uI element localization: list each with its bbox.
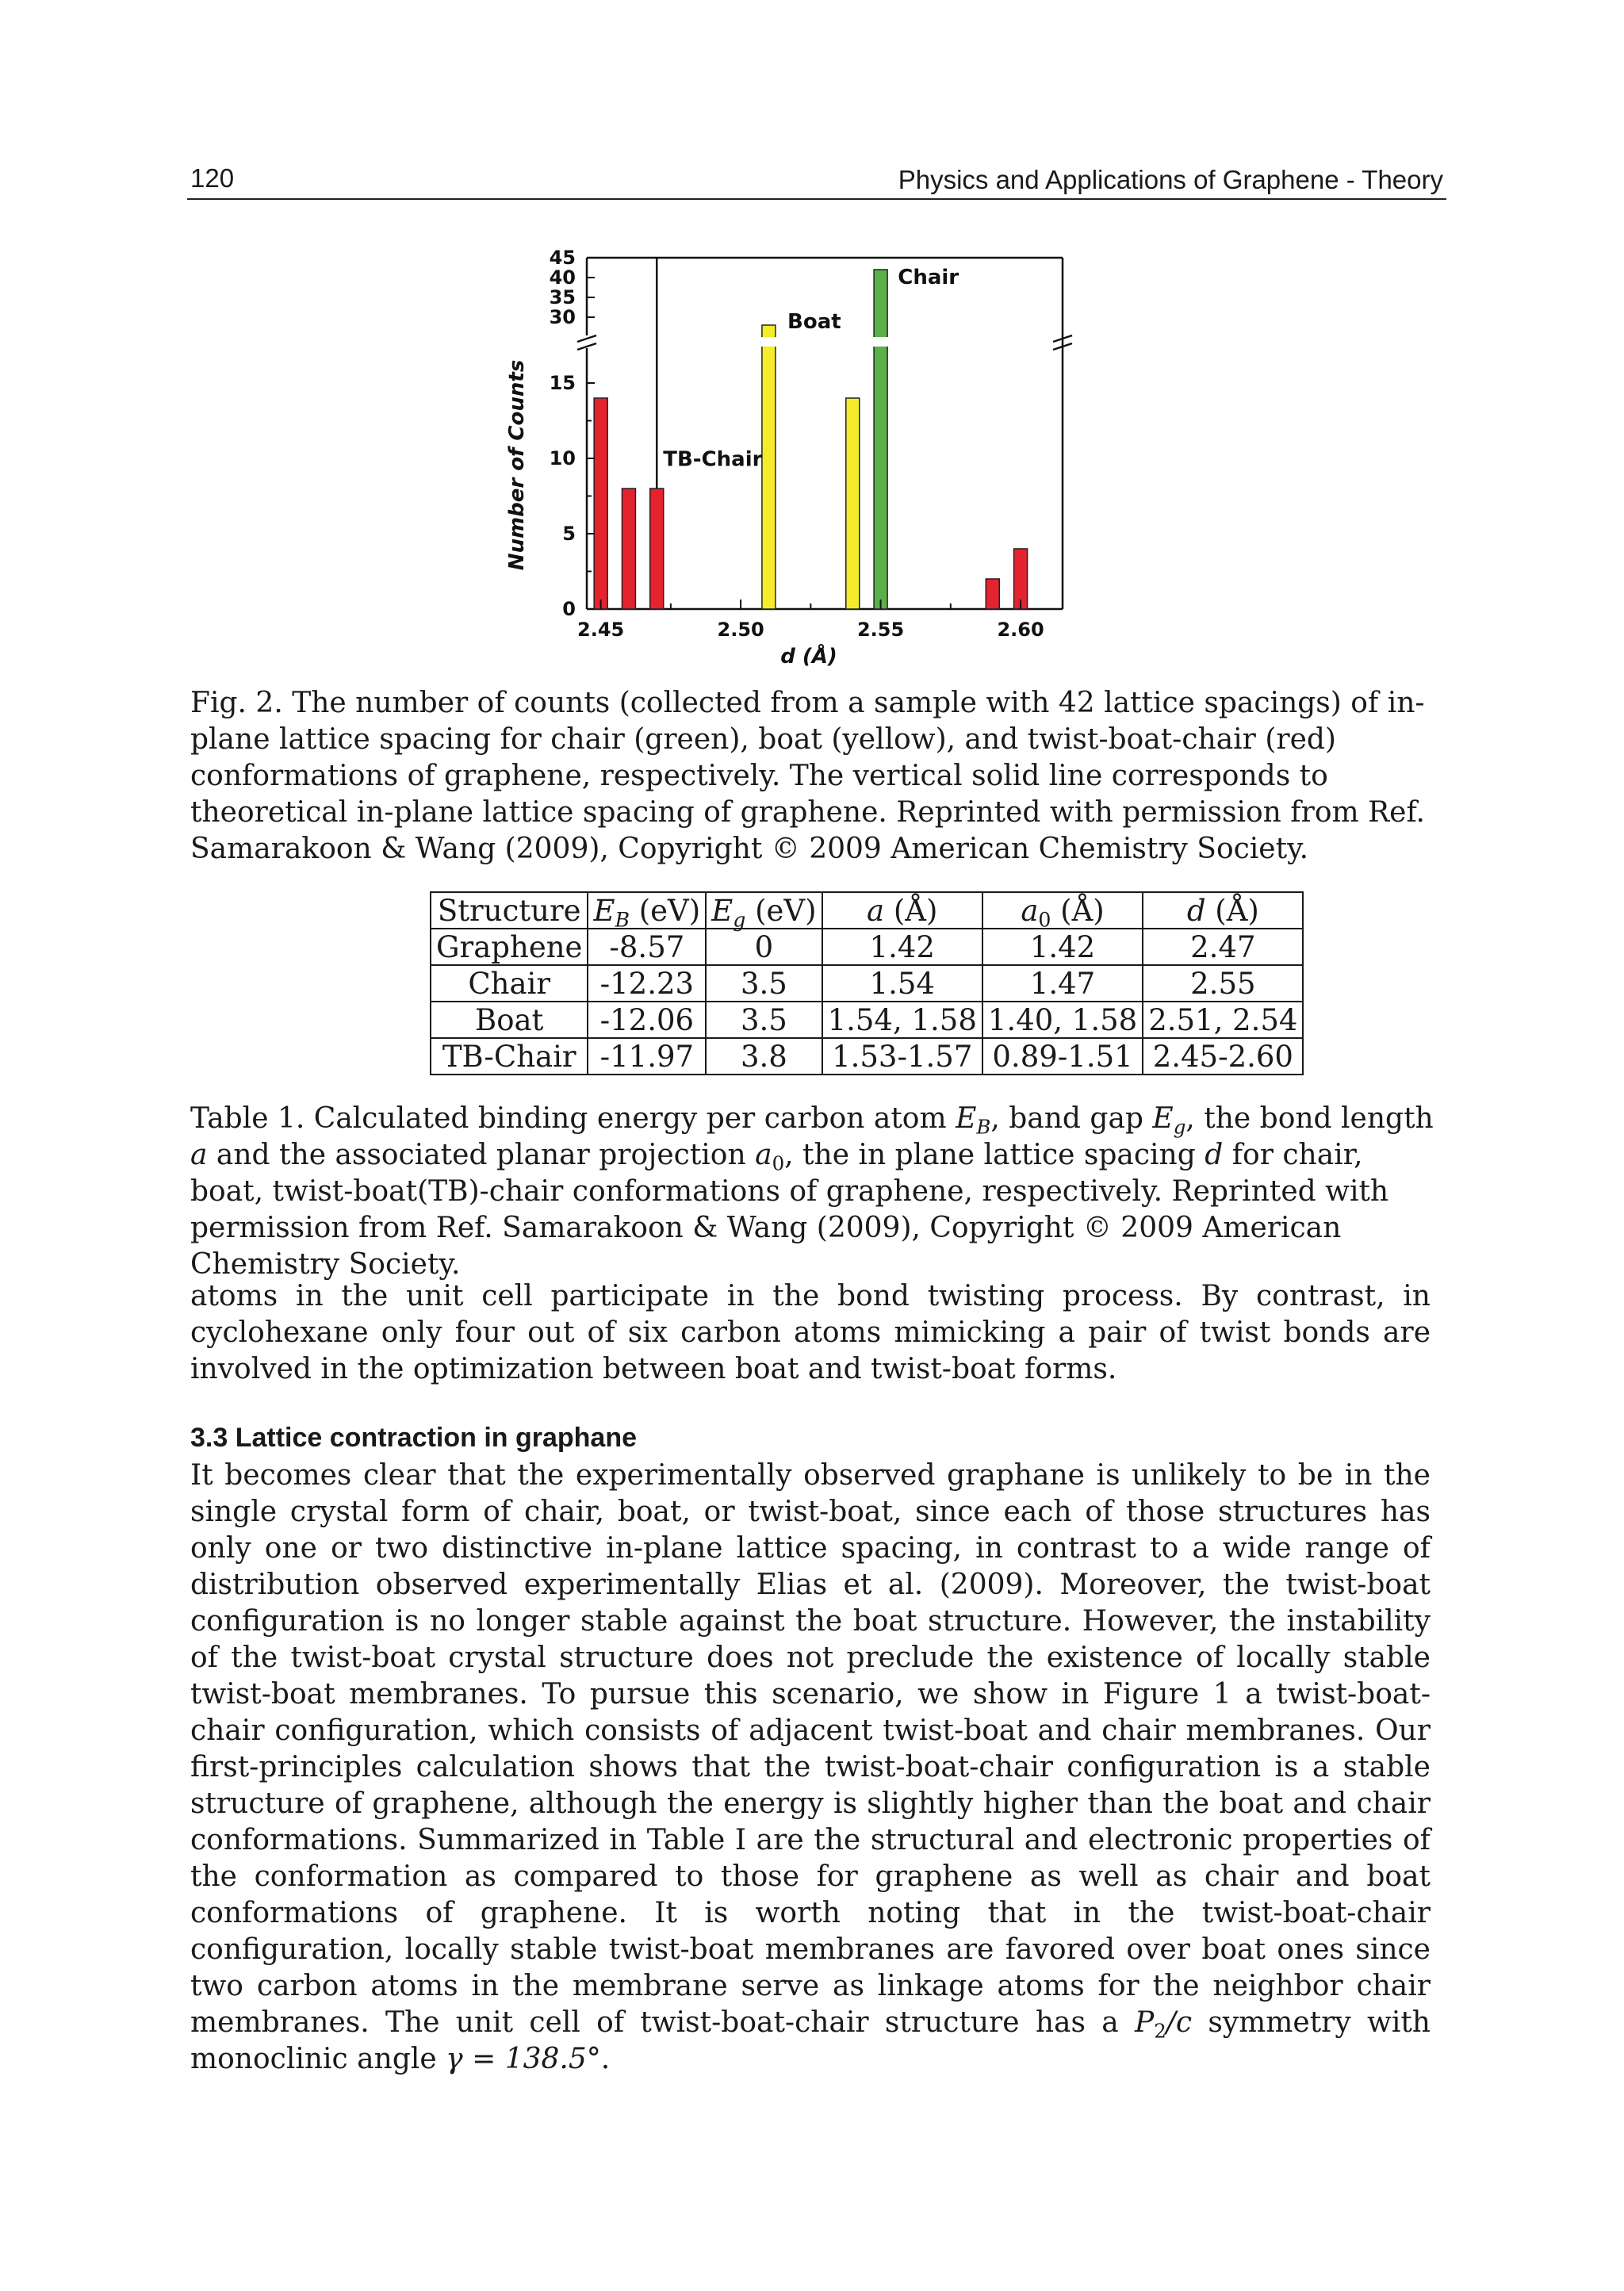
table-cell: 2.45-2.60 (1143, 1038, 1303, 1075)
x-tick-label: 2.55 (856, 619, 905, 641)
table-cell: -12.23 (588, 965, 706, 1002)
col-header-a: a (Å) (822, 892, 982, 929)
table-caption: Table 1. Calculated binding energy per carbon atom $E_B$, band gap $E_g$, the bond length a and the associated planar projection $a_0$, the in plane lattice spacing d for chair, boat, twist-boat(TB)-chair conformations of graphene, respectively. Reprinted with permission from Ref. Samarakoon & Wang (2009), Copyright © 2009 American Chemistry Society. (190, 1102, 1434, 1281)
x-tick-label: 2.50 (717, 619, 764, 641)
table-row (431, 1002, 1303, 1038)
x-axis-label: d (Å) (780, 645, 837, 669)
bar-boat (762, 325, 776, 609)
table-cell: TB-Chair (431, 1038, 588, 1075)
col-header-d: d (Å) (1143, 892, 1303, 929)
table-cell: 3.5 (706, 965, 822, 1002)
page-number: 120 (190, 163, 235, 193)
table-cell: 1.53-1.57 (822, 1038, 982, 1075)
lattice-spacing-bar-chart (492, 234, 1094, 678)
y-tick-label: 45 (549, 247, 576, 269)
y-axis-label: Number of Counts (505, 359, 529, 571)
y-tick-label: 5 (562, 523, 576, 545)
bar-tb-chair (986, 579, 999, 609)
body-paragraph: atoms in the unit cell participate in the bond twisting process. By contrast, in cyclohexane only four out of six carbon atoms mimicking a pair of twist bonds are involved in the optimization between boat and twist-boat forms. (190, 1280, 1431, 1385)
table-cell: 2.51, 2.54 (1143, 1002, 1303, 1038)
figure-caption: Fig. 2. The number of counts (collected from a sample with 42 lattice spacings) of in-plane lattice spacing for chair (green), boat (yellow), and twist-boat-chair (red) conformations of graphene, respectively. The vertical solid line corresponds to theoretical in-plane lattice spacing of graphene. Reprinted with permission from Ref. Samarakoon & Wang (2009), Copyright © 2009 American Chemistry Society. (190, 687, 1425, 865)
table-row (431, 1038, 1303, 1075)
table-row (431, 929, 1303, 965)
table-cell: -11.97 (588, 1038, 706, 1075)
table-cell: 0.89-1.51 (982, 1038, 1143, 1075)
axis-break-mark (577, 335, 596, 342)
bar-tb-chair (650, 488, 664, 609)
bar-tb-chair (622, 488, 635, 609)
y-tick-label: 0 (562, 598, 576, 620)
table-cell: 2.47 (1143, 929, 1303, 965)
running-title: Physics and Applications of Graphene - Theory (898, 165, 1443, 194)
table-row (431, 965, 1303, 1002)
table-cell: 1.42 (982, 929, 1143, 965)
annotation-tb-chair: TB-Chair (663, 447, 763, 472)
x-tick-label: 2.60 (997, 619, 1044, 641)
col-header-eg: $E_g$ (eV) (706, 892, 822, 929)
table-cell: Boat (431, 1002, 588, 1038)
page-header (187, 160, 1446, 200)
bar-chair (874, 270, 887, 609)
properties-table (430, 891, 1304, 1075)
table-cell: 3.8 (706, 1038, 822, 1075)
table-cell: 2.55 (1143, 965, 1303, 1002)
table-cell: Graphene (431, 929, 588, 965)
bar-tb-chair (594, 398, 607, 609)
table-cell: 3.5 (706, 1002, 822, 1038)
bar-boat (846, 398, 860, 609)
body-paragraph: It becomes clear that the experimentally observed graphane is unlikely to be in the single crystal form of chair, boat, or twist-boat, since each of those structures has only one or two distinctive in-plane lattice spacing, in contrast to a wide range of distribution observed experimentally Elias et al. (2009). Moreover, the twist-boat configuration is no longer stable against the boat structure. However, the instability of the twist-boat crystal structure does not preclude the existence of locally stable twist-boat membranes. To pursue this scenario, we show in Figure 1 a twist-boat-chair configuration, which consists of adjacent twist-boat and chair membranes. Our first-principles calculation shows that the twist-boat-chair configuration is a stable structure of graphene, although the energy is slightly higher than the boat and chair conformations. Summarized in Table I are the structural and electronic properties of the conformation as compared to those for graphene as well as chair and boat conformations of graphene. It is worth noting that in the twist-boat-chair configuration, locally stable twist-boat membranes are favored over boat ones since two carbon atoms in the membrane serve as linkage atoms for the neighbor chair membranes. The unit cell of twist-boat-chair structure has a $P_2/c$ symmetry with monoclinic angle γ = 138.5°. (190, 1459, 1431, 2075)
table-cell: 1.40, 1.58 (982, 1002, 1143, 1038)
table-header-row (431, 892, 1303, 929)
table-cell: -12.06 (588, 1002, 706, 1038)
y-tick-label: 15 (549, 372, 576, 394)
bar-break-gap (872, 337, 889, 347)
bar-break-gap (760, 337, 777, 347)
table-cell: -8.57 (588, 929, 706, 965)
annotation-chair: Chair (898, 266, 959, 289)
y-tick-label: 35 (549, 286, 576, 308)
table-cell: 1.47 (982, 965, 1143, 1002)
col-header-a0: $a_0$ (Å) (982, 892, 1143, 929)
x-tick-label: 2.45 (577, 619, 625, 641)
y-tick-label: 40 (549, 266, 576, 289)
table-cell: 1.54, 1.58 (822, 1002, 982, 1038)
table-cell: 0 (706, 929, 822, 965)
col-header-eb: $E_B$ (eV) (588, 892, 706, 929)
annotation-boat: Boat (787, 310, 841, 334)
section-heading: 3.3 Lattice contraction in graphane (190, 1423, 638, 1453)
table-cell: 1.42 (822, 929, 982, 965)
y-tick-label: 10 (549, 447, 576, 469)
table-cell: Chair (431, 965, 588, 1002)
y-tick-label: 30 (549, 306, 576, 328)
col-header-structure: Structure (431, 892, 588, 929)
table-cell: 1.54 (822, 965, 982, 1002)
